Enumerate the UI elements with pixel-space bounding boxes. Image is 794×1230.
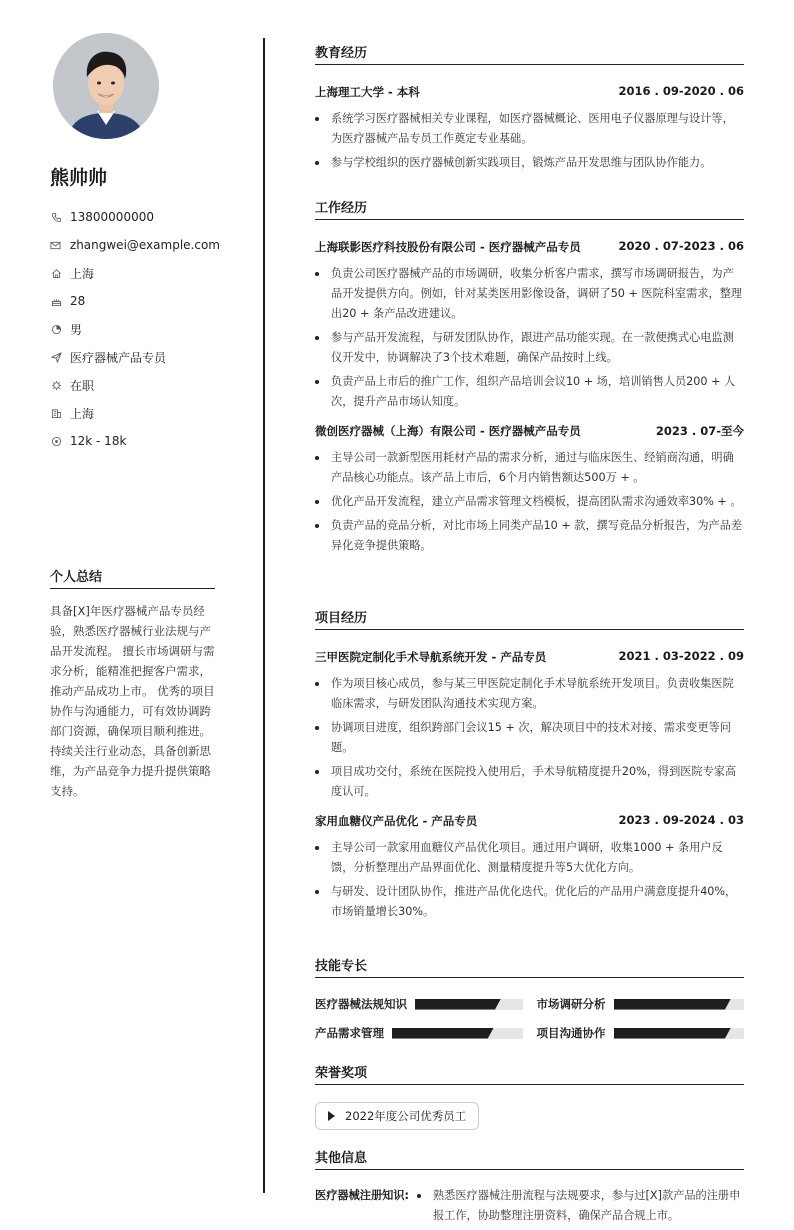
work-company: 微创医疗器械（上海）有限公司 - 医疗器械产品专员 (315, 424, 581, 438)
list-item: 项目成功交付，系统在医院投入使用后，手术导航精度提升20%，得到医院专家高度认可。 (315, 762, 744, 802)
send-icon (50, 351, 62, 363)
education-section (315, 42, 744, 177)
skill-bar (415, 999, 523, 1010)
gender-icon (50, 323, 62, 335)
list-item: 负责产品上市后的推广工作，组织产品培训会议10 + 场，培训销售人员200 + 人次，提升产品市场认知度。 (315, 372, 744, 412)
skill-item (315, 996, 523, 1012)
award-chip[interactable] (315, 1102, 479, 1130)
other-label: 医疗器械注册知识: (315, 1189, 409, 1202)
contact-position-value: 医疗器械产品专员 (70, 350, 167, 365)
work-date: 2020 . 07-2023 . 06 (618, 239, 744, 253)
skill-bar-fill (614, 999, 731, 1010)
skills-title: 技能专长 (315, 955, 744, 978)
candidate-name: 熊帅帅 (50, 167, 108, 189)
other-section (315, 1147, 744, 1226)
list-item: 优化产品开发流程，建立产品需求管理文档模板，提高团队需求沟通效率30% + 。 (315, 492, 744, 512)
other-text: 熟悉医疗器械注册流程与法规要求，参与过[X]款产品的注册申报工作，协助整理注册资料，确保产品合规上市。 (409, 1186, 744, 1226)
mail-icon (50, 239, 62, 251)
phone-icon (50, 211, 62, 223)
projects-section (315, 607, 744, 926)
work-date: 2023 . 07-至今 (655, 424, 744, 438)
avatar-portrait (53, 33, 159, 139)
project-date: 2023 . 09-2024 . 03 (618, 813, 744, 827)
work-entry-header (315, 239, 744, 255)
skill-bar (392, 1028, 523, 1039)
summary-title: 个人总结 (50, 566, 215, 589)
work-company: 上海联影医疗科技股份有限公司 - 医疗器械产品专员 (315, 240, 581, 254)
cake-icon (50, 295, 62, 307)
skill-item (537, 1025, 745, 1041)
skill-bar-fill (392, 1028, 494, 1039)
award-label: 2022年度公司优秀员工 (345, 1109, 467, 1123)
contact-gender (50, 315, 220, 343)
project-date: 2021 . 03-2022 . 09 (618, 649, 744, 663)
projects-title: 项目经历 (315, 607, 744, 630)
list-item: 主导公司一款新型医用耗材产品的需求分析，通过与临床医生、经销商沟通，明确产品核心功能点。该产品上市后，6个月内销售额达500万 + 。 (315, 448, 744, 488)
contact-position (50, 343, 220, 371)
work-bullets (315, 264, 744, 412)
contact-status (50, 371, 220, 399)
column-divider (263, 38, 265, 1193)
skill-name: 医疗器械法规知识 (315, 997, 407, 1011)
list-item: 主导公司一款家用血糖仪产品优化项目。通过用户调研，收集1000 + 条用户反馈，分析整理出产品界面优化、测量精度提升等5大优化方向。 (315, 838, 744, 878)
project-entry-header (315, 649, 744, 665)
skills-section (315, 955, 744, 1041)
list-item: 系统学习医疗器械相关专业课程，如医疗器械概论、医用电子仪器原理与设计等，为医疗器械产品专员工作奠定专业基础。 (315, 109, 744, 149)
contact-status-value: 在职 (70, 378, 95, 393)
contact-age-value: 28 (70, 294, 86, 308)
skill-bar (614, 1028, 745, 1039)
project-entry-header (315, 813, 744, 829)
home-icon (50, 267, 62, 279)
contact-list (50, 203, 220, 455)
contact-phone-value: 13800000000 (70, 210, 154, 224)
status-icon (50, 379, 62, 391)
list-item: 与研发、设计团队协作，推进产品优化迭代。优化后的产品用户满意度提升40%，市场销量增长30%。 (315, 882, 744, 922)
list-item: 负责产品的竞品分析，对比市场上同类产品10 + 款，撰写竞品分析报告，为产品差异化竞争提供策略。 (315, 516, 744, 556)
work-section (315, 197, 744, 560)
contact-salary-value: 12k - 18k (70, 434, 127, 448)
contact-city-value: 上海 (70, 406, 95, 421)
contact-email (50, 231, 220, 259)
skill-bar-fill (415, 999, 501, 1010)
awards-title: 荣誉奖项 (315, 1062, 744, 1085)
list-item: 作为项目核心成员，参与某三甲医院定制化手术导航系统开发项目。负责收集医院临床需求，与研发团队沟通技术实现方案。 (315, 674, 744, 714)
other-title: 其他信息 (315, 1147, 744, 1170)
education-school: 上海理工大学 - 本科 (315, 85, 420, 99)
education-bullets (315, 109, 744, 173)
contact-phone (50, 203, 220, 231)
education-date: 2016 . 09-2020 . 06 (618, 84, 744, 98)
skill-item (537, 996, 745, 1012)
skill-bar-fill (614, 1028, 731, 1039)
play-icon (328, 1111, 335, 1121)
skill-bar (614, 999, 745, 1010)
skills-grid (315, 996, 744, 1041)
salary-icon (50, 435, 62, 447)
summary-text: 具备[X]年医疗器械产品专员经验，熟悉医疗器械行业法规与产品开发流程。 擅长市场调研与需求分析，能精准把握客户需求，推动产品成功上市。 优秀的项目协作与沟通能力，可有效协调跨部门资源，确保项目顺利推进。 持续关注行业动态，具备创新思维，为产品竞争力提升提供策略支持。 (50, 604, 215, 798)
skill-name: 市场调研分析 (536, 997, 606, 1011)
avatar (53, 33, 159, 139)
skill-name: 项目沟通协作 (536, 1026, 606, 1040)
education-title: 教育经历 (315, 42, 744, 65)
list-item: 负责公司医疗器械产品的市场调研，收集分析客户需求，撰写市场调研报告，为产品开发提供方向。例如，针对某类医用影像设备，调研了50 + 医院科室需求，整理出20 + 条产品改进建议。 (315, 264, 744, 324)
education-entry-header (315, 84, 744, 100)
contact-age (50, 287, 220, 315)
contact-gender-value: 男 (70, 322, 83, 337)
project-name: 三甲医院定制化手术导航系统开发 - 产品专员 (315, 650, 547, 664)
contact-location-value: 上海 (70, 266, 95, 281)
contact-salary (50, 427, 220, 455)
project-bullets (315, 838, 744, 922)
work-title: 工作经历 (315, 197, 744, 220)
work-entry-header (315, 423, 744, 439)
awards-section (315, 1062, 744, 1130)
list-item: 参与学校组织的医疗器械创新实践项目，锻炼产品开发思维与团队协作能力。 (315, 153, 744, 173)
work-bullets (315, 448, 744, 556)
project-name: 家用血糖仪产品优化 - 产品专员 (315, 814, 478, 828)
other-entry (315, 1186, 744, 1226)
awards-list (315, 1102, 744, 1130)
skill-item (315, 1025, 523, 1041)
contact-city (50, 399, 220, 427)
contact-location (50, 259, 220, 287)
list-item: 协调项目进度，组织跨部门会议15 + 次，解决项目中的技术对接、需求变更等问题。 (315, 718, 744, 758)
contact-email-value: zhangwei@example.com (69, 238, 220, 252)
list-item: 参与产品开发流程，与研发团队协作，跟进产品功能实现。在一款便携式心电监测仪开发中，协调解决了3个技术难题，确保产品按时上线。 (315, 328, 744, 368)
skill-name: 产品需求管理 (315, 1026, 384, 1040)
building-icon (50, 407, 62, 419)
project-bullets (315, 674, 744, 802)
